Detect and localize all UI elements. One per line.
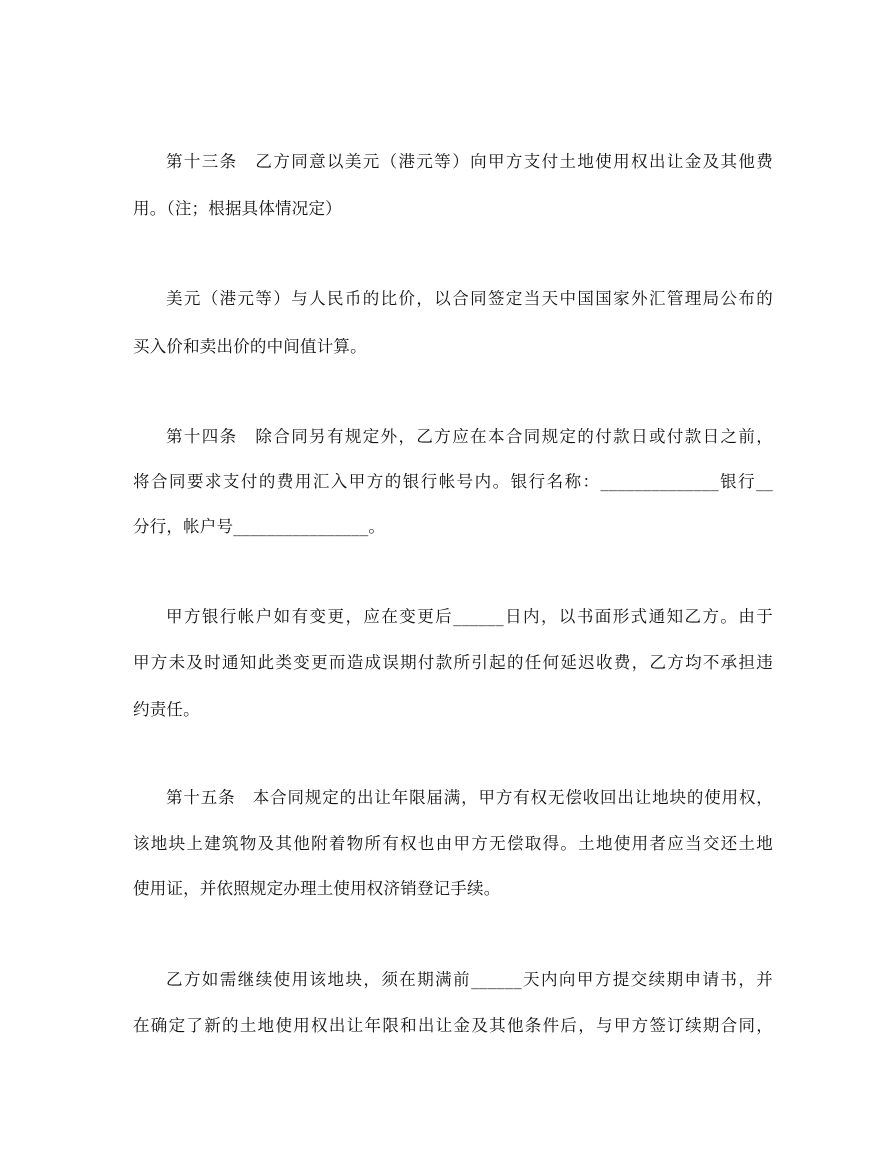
article-15-line-2: 该地块上建筑物及其他附着物所有权也由甲方无偿取得。土地使用者应当交还土地	[133, 834, 773, 853]
exchange-rate-line-1: 美元（港元等）与人民币的比价，以合同签定当天中国国家外汇管理局公布的	[166, 289, 773, 308]
renewal-line-1: 乙方如需继续使用该地块，须在期满前______天内向甲方提交续期申请书，并	[166, 970, 773, 989]
article-15-line-1: 第十五条 本合同规定的出让年限届满，甲方有权无偿收回出让地块的使用权，	[166, 788, 773, 807]
exchange-rate-line-2: 买入价和卖出价的中间值计算。	[133, 337, 367, 356]
article-15-line-3: 使用证，并依照规定办理土使用权济销登记手续。	[133, 879, 501, 898]
article-13-line-2: 用。（注；根据具体情况定）	[133, 199, 342, 218]
bank-change-line-3: 约责任。	[133, 700, 200, 719]
renewal-line-2: 在确定了新的土地使用权出让年限和出让金及其他条件后，与甲方签订续期合同，	[133, 1016, 773, 1035]
article-14-line-3: 分行，帐户号________________。	[133, 517, 386, 536]
bank-change-line-2: 甲方未及时通知此类变更而造成误期付款所引起的任何延迟收费，乙方均不承担违	[133, 653, 773, 672]
article-13-line-1: 第十三条 乙方同意以美元（港元等）向甲方支付土地使用权出让金及其他费	[166, 152, 773, 171]
article-14-line-2: 将合同要求支付的费用汇入甲方的银行帐号内。银行名称：______________银行__	[133, 472, 773, 491]
article-14-line-1: 第十四条 除合同另有规定外，乙方应在本合同规定的付款日或付款日之前，	[166, 427, 773, 446]
bank-change-line-1: 甲方银行帐户如有变更，应在变更后______日内，以书面形式通知乙方。由于	[166, 607, 773, 626]
